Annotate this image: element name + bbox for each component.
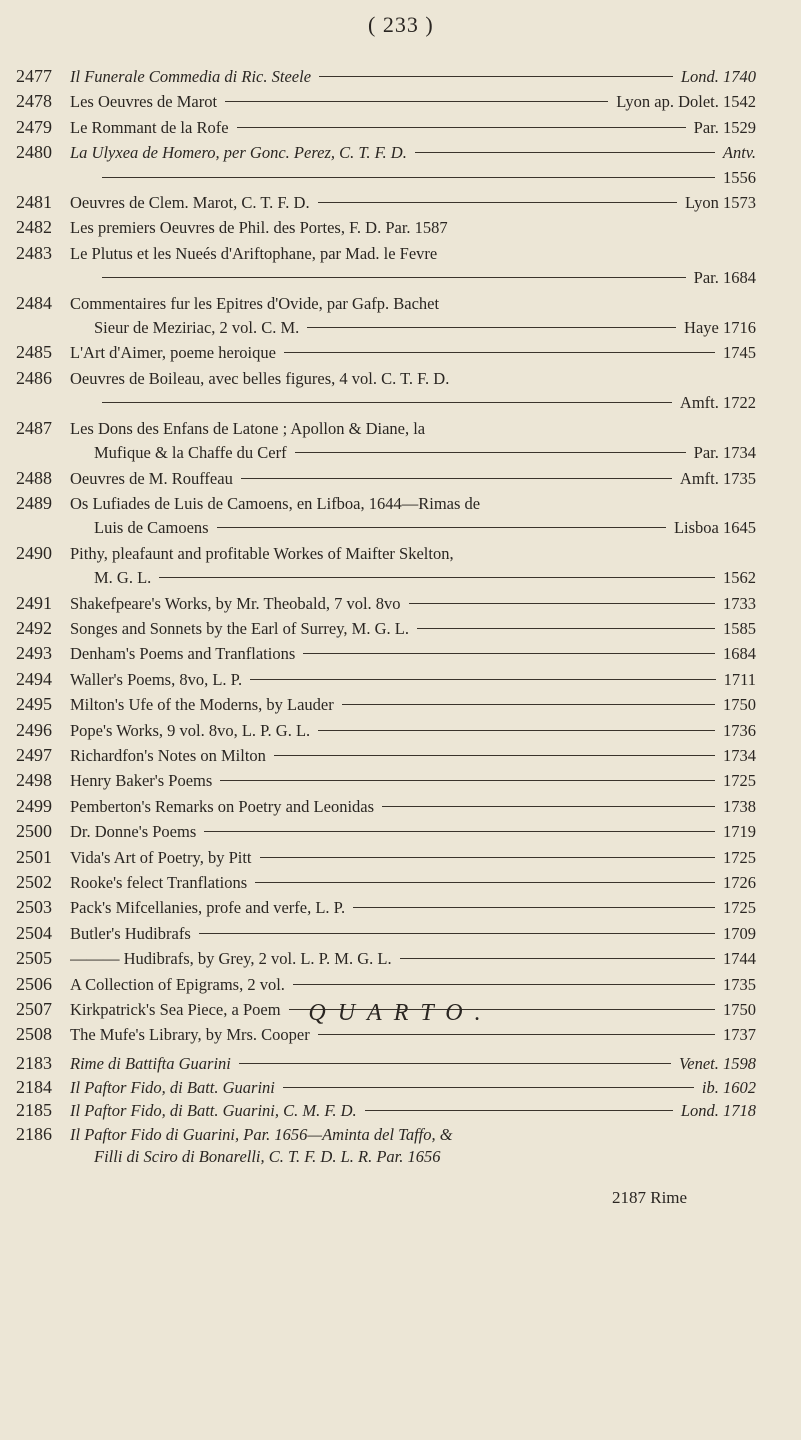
lot-number: 2507: [16, 999, 52, 1020]
catalogue-entry-line: [16, 140, 756, 165]
leader-rule: [353, 906, 715, 908]
catalogue-entry-line: [16, 1052, 756, 1076]
entry-imprint: Par. 1529: [693, 117, 756, 137]
entry-imprint: Lyon ap. Dolet. 1542: [616, 92, 756, 112]
entry-title: Oeuvres de Boileau, avec belles figures, 4 vol. C. T. F. D.: [70, 368, 450, 388]
leader-rule: [295, 451, 686, 453]
entry-title: L'Art d'Aimer, poeme heroique: [70, 343, 276, 363]
leader-rule: [318, 201, 677, 203]
leader-rule: [102, 401, 672, 403]
catalogue-entry-line: [16, 391, 756, 415]
entry-title: La Ulyxea de Homero, per Gonc. Perez, C. T. F. D.: [70, 143, 407, 163]
entry-imprint: 1745: [723, 343, 756, 363]
leader-rule: [237, 126, 686, 128]
entry-title: Butler's Hudibrafs: [70, 923, 191, 943]
lot-number: 2503: [16, 897, 52, 918]
entry-imprint: Amft. 1722: [679, 393, 756, 413]
lot-number: 2184: [16, 1076, 52, 1097]
leader-rule: [417, 627, 715, 629]
catalogue-entry-line: [16, 667, 756, 692]
catalogue-entry-line: [16, 441, 756, 465]
catalogue-entry-line: [16, 566, 756, 590]
entry-title: Le Rommant de la Rofe: [70, 117, 229, 137]
leader-rule: [225, 100, 608, 102]
entry-title: Rime di Battifta Guarini: [70, 1054, 231, 1073]
leader-rule: [217, 526, 666, 528]
entry-imprint: 1734: [723, 745, 756, 765]
catalogue-entry-line: [16, 1146, 756, 1169]
catalogue-entry-line: [16, 340, 756, 365]
entry-imprint: 1684: [723, 644, 756, 664]
entry-imprint: Par. 1684: [693, 268, 756, 288]
leader-rule: [319, 75, 673, 77]
leader-rule: [293, 983, 715, 985]
leader-rule: [365, 1109, 673, 1111]
catalogue-entry-line: [16, 616, 756, 641]
catalogue-entry-line: [16, 266, 756, 290]
catalogue-entry-line: [16, 845, 756, 870]
entry-title: Luis de Camoens: [94, 518, 209, 538]
entry-title: Dr. Donne's Poems: [70, 822, 197, 842]
entry-imprint: 1725: [723, 847, 756, 867]
octavo-entries: [16, 64, 756, 1048]
lot-number: 2483: [16, 242, 52, 263]
entry-imprint: Lyon 1573: [684, 193, 756, 213]
leader-rule: [415, 151, 715, 153]
leader-rule: [303, 652, 715, 654]
entry-title: Il Funerale Commedia di Ric. Steele: [70, 67, 312, 86]
entry-title: Les premiers Oeuvres de Phil. des Portes, F. D. Par. 1587: [70, 218, 448, 238]
lot-number: 2478: [16, 91, 52, 112]
catalogue-entry-line: [16, 516, 756, 540]
leader-rule: [241, 477, 672, 479]
entry-imprint: 1725: [723, 898, 756, 918]
lot-number: 2186: [16, 1123, 52, 1144]
catalogue-entry-line: [16, 291, 756, 316]
leader-rule: [204, 830, 715, 832]
leader-rule: [274, 754, 715, 756]
leader-rule: [199, 932, 715, 934]
entry-imprint: 1556: [723, 167, 756, 187]
entry-title: Henry Baker's Poems: [70, 771, 213, 791]
catalogue-entry-line: [16, 972, 756, 997]
lot-number: 2502: [16, 872, 52, 892]
entry-title: Il Paftor Fido, di Batt. Guarini: [70, 1077, 275, 1097]
catalogue-entry-line: [16, 541, 756, 566]
lot-number: 2482: [16, 217, 52, 238]
entry-title: Il Paftor Fido di Guarini, Par. 1656—Aminta del Taffo, &: [70, 1124, 453, 1144]
entry-imprint: 1562: [723, 568, 756, 588]
leader-rule: [239, 1062, 671, 1064]
entry-title: Les Oeuvres de Marot: [70, 92, 218, 112]
entry-title: Vida's Art of Poetry, by Pitt: [70, 847, 252, 867]
entry-title: Mufique & la Chaffe du Cerf: [94, 443, 287, 463]
leader-rule: [250, 678, 715, 680]
leader-rule: [342, 703, 715, 705]
quarto-entries: [16, 1052, 756, 1169]
entry-title: Rooke's felect Tranflations: [70, 873, 248, 892]
catalogue-entry-line: [16, 316, 756, 340]
catalogue-entry-line: [16, 190, 756, 215]
entry-title: Kirkpatrick's Sea Piece, a Poem: [70, 1000, 281, 1020]
entry-title: Oeuvres de Clem. Marot, C. T. F. D.: [70, 193, 310, 213]
entry-title: Oeuvres de M. Rouffeau: [70, 468, 233, 488]
entry-imprint: 1725: [723, 771, 756, 791]
lot-number: 2497: [16, 744, 52, 765]
leader-rule: [307, 326, 676, 328]
entry-imprint: Antv.: [722, 143, 756, 163]
entry-imprint: ib. 1602: [701, 1077, 756, 1097]
entry-title: Pithy, pleafaunt and profitable Workes of Maifter Skelton,: [70, 543, 454, 563]
lot-number: 2481: [16, 192, 52, 213]
lot-number: 2504: [16, 922, 52, 943]
entry-title: Os Lufiades de Luis de Camoens, en Lifboa, 1644—Rimas de: [70, 493, 481, 513]
entry-title: Denham's Poems and Tranflations: [70, 644, 296, 664]
entry-title: Le Plutus et les Nueés d'Ariftophane, par Mad. le Fevre: [70, 243, 438, 263]
entry-imprint: 1711: [723, 669, 756, 689]
catalogue-entry-line: [16, 743, 756, 768]
lot-number: 2508: [16, 1024, 52, 1045]
entry-imprint: 1735: [723, 974, 756, 994]
entry-title: The Mufe's Library, by Mrs. Cooper: [70, 1025, 310, 1045]
entry-imprint: Par. 1734: [693, 443, 756, 463]
catalogue-entry-line: [16, 641, 756, 666]
catalogue-entry-line: [16, 768, 756, 793]
entry-title: Sieur de Meziriac, 2 vol. C. M.: [94, 318, 300, 338]
lot-number: 2500: [16, 821, 52, 842]
lot-number: 2183: [16, 1053, 52, 1073]
catalogue-entry-line: [16, 692, 756, 717]
lot-number: 2185: [16, 1100, 52, 1120]
lot-number: 2477: [16, 66, 52, 86]
entry-imprint: 1726: [723, 873, 756, 892]
entry-imprint: Haye 1716: [684, 318, 756, 338]
entry-imprint: Amft. 1735: [679, 468, 756, 488]
entry-title: Songes and Sonnets by the Earl of Surrey, M. G. L.: [70, 618, 409, 638]
catchword: 2187 Rime: [612, 1188, 688, 1207]
leader-rule: [159, 576, 715, 578]
entry-title: Waller's Poems, 8vo, L. P.: [70, 669, 243, 689]
lot-number: 2487: [16, 417, 52, 438]
lot-number: 2480: [16, 142, 52, 163]
lot-number: 2486: [16, 367, 52, 388]
catalogue-entry-line: [16, 466, 756, 491]
lot-number: 2485: [16, 342, 52, 363]
entry-imprint: 1733: [723, 593, 756, 613]
entry-imprint: 1709: [723, 923, 756, 943]
entry-imprint: Lisboa 1645: [673, 518, 756, 538]
catalogue-entry-line: [16, 1099, 756, 1123]
catalogue-entry-line: [16, 870, 756, 895]
catalogue-entry-line: [16, 591, 756, 616]
catalogue-entry-line: [16, 1076, 756, 1100]
leader-rule: [382, 805, 715, 807]
leader-rule: [284, 351, 715, 353]
catalogue-entry-line: [16, 1123, 756, 1147]
entry-imprint: 1736: [723, 720, 756, 740]
page-number: ( 233 ): [368, 12, 434, 37]
entry-imprint: 1585: [723, 618, 756, 638]
entry-imprint: Lond. 1718: [680, 1101, 756, 1120]
leader-rule: [220, 779, 715, 781]
entry-title: Richardfon's Notes on Milton: [70, 745, 266, 765]
catalogue-entry-line: [16, 718, 756, 743]
catalogue-entry-line: [16, 895, 756, 920]
lot-number: 2494: [16, 668, 52, 689]
lot-number: 2490: [16, 542, 52, 563]
entry-imprint: 1719: [723, 822, 756, 842]
catalogue-entry-line: [16, 64, 756, 89]
lot-number: 2501: [16, 846, 52, 867]
lot-number: 2498: [16, 770, 52, 791]
leader-rule: [318, 1033, 715, 1035]
lot-number: 2491: [16, 592, 52, 613]
entry-title: Commentaires fur les Epitres d'Ovide, par Gafp. Bachet: [70, 293, 440, 313]
catalogue-entry-line: [16, 166, 756, 190]
leader-rule: [283, 1086, 694, 1088]
catalogue-entry-line: [16, 241, 756, 266]
lot-number: 2479: [16, 116, 52, 137]
lot-number: 2492: [16, 617, 52, 638]
catalogue-entry-line: [16, 819, 756, 844]
entry-imprint: 1750: [723, 695, 756, 715]
catalogue-entry-line: [16, 115, 756, 140]
catalogue-entry-line: [16, 794, 756, 819]
leader-rule: [255, 881, 715, 883]
entry-title: Pack's Mifcellanies, profe and verfe, L. P.: [70, 898, 346, 918]
leader-rule: [102, 176, 715, 178]
lot-number: 2488: [16, 467, 52, 488]
leader-rule: [260, 856, 716, 858]
lot-number: 2496: [16, 719, 52, 740]
entry-title: ——— Hudibrafs, by Grey, 2 vol. L. P. M. G. L.: [70, 949, 392, 969]
entry-title: Pemberton's Remarks on Poetry and Leonidas: [70, 796, 375, 816]
catalogue-entry-line: [16, 946, 756, 971]
entry-imprint: 1737: [723, 1025, 756, 1045]
entry-title: Les Dons des Enfans de Latone ; Apollon & Diane, la: [70, 418, 426, 438]
lot-number: 2484: [16, 292, 52, 313]
lot-number: 2499: [16, 795, 52, 816]
lot-number: 2505: [16, 948, 52, 969]
leader-rule: [400, 957, 715, 959]
lot-number: 2495: [16, 694, 52, 715]
lot-number: 2489: [16, 492, 52, 513]
lot-number: 2493: [16, 643, 52, 664]
entry-imprint: 1744: [723, 949, 756, 969]
entry-title: M. G. L.: [94, 568, 152, 588]
leader-rule: [102, 276, 686, 278]
catalogue-entry-line: [16, 491, 756, 516]
entry-title: Il Paftor Fido, di Batt. Guarini, C. M. F. D.: [70, 1101, 357, 1120]
lot-number: 2506: [16, 973, 52, 994]
catalogue-entry-line: [16, 366, 756, 391]
entry-imprint: 1738: [723, 796, 756, 816]
leader-rule: [318, 729, 715, 731]
entry-imprint: Lond. 1740: [680, 67, 756, 86]
entry-imprint: Venet. 1598: [679, 1054, 756, 1073]
entry-title: Pope's Works, 9 vol. 8vo, L. P. G. L.: [70, 720, 311, 740]
catalogue-entry-line: [16, 215, 756, 240]
section-heading: QUARTO.: [308, 1000, 493, 1026]
entry-title: Shakefpeare's Works, by Mr. Theobald, 7 vol. 8vo: [70, 593, 401, 613]
entry-title: Filli di Sciro di Bonarelli, C. T. F. D. L. R. Par. 1656: [94, 1147, 441, 1166]
catalogue-entry-line: [16, 89, 756, 114]
catalogue-entry-line: [16, 416, 756, 441]
catalogue-entry-line: [16, 921, 756, 946]
entry-title: Milton's Ufe of the Moderns, by Lauder: [70, 695, 334, 715]
leader-rule: [409, 602, 715, 604]
entry-imprint: 1750: [723, 1000, 756, 1020]
entry-title: A Collection of Epigrams, 2 vol.: [70, 974, 285, 994]
